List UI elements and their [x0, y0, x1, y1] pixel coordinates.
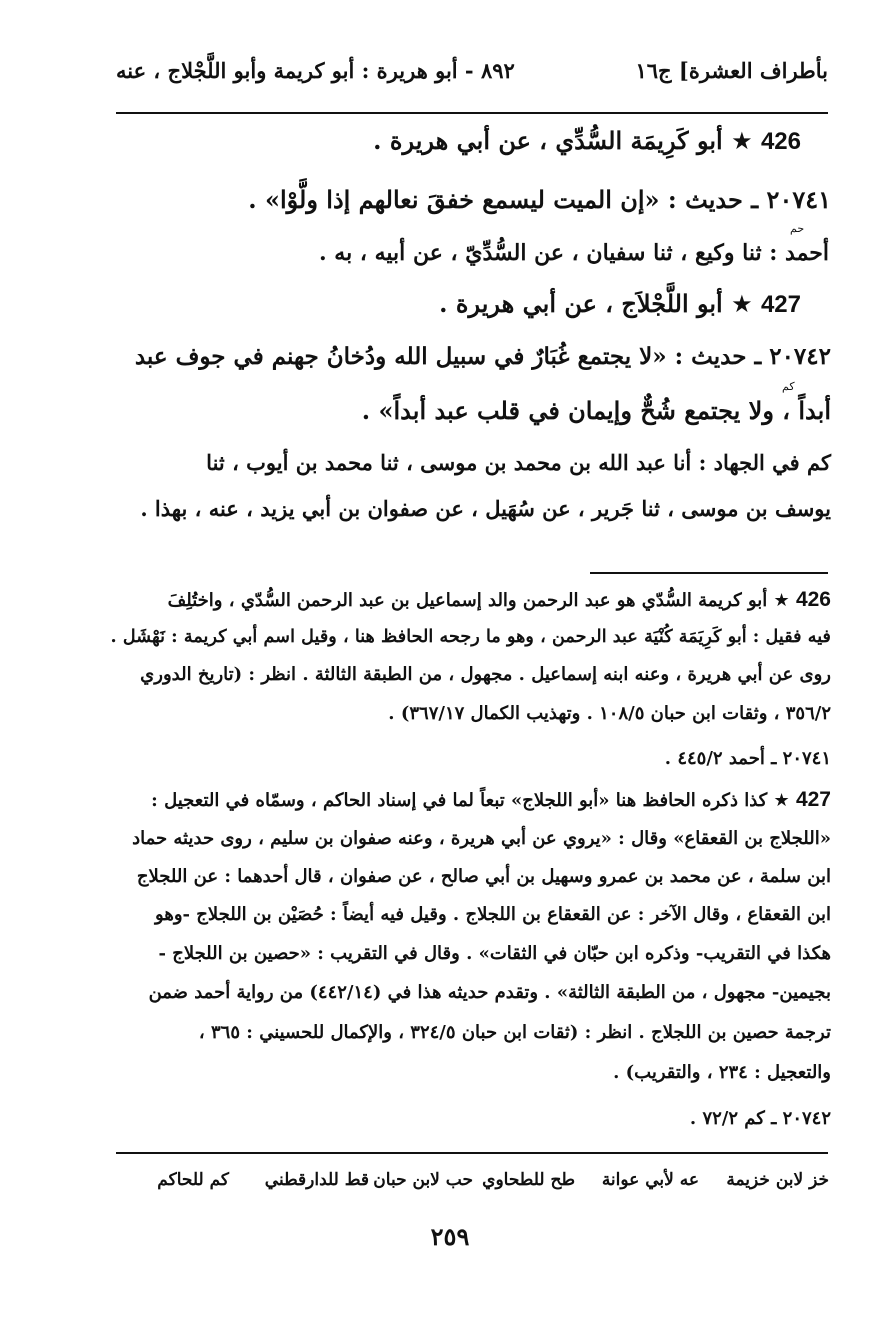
footnote-20742: ٢٠٧٤٢ ـ كم ٧٢/٢ . [689, 1108, 831, 1129]
footnote-427-line5: هكذا في التقريب- وذكره ابن حبّان في الثقات» . وقال في التقريب : «حصين بن اللجلاج - [158, 943, 831, 964]
footnote-427-line8: والتعجيل : ٢٣٤ ، والتقريب) . [613, 1062, 831, 1083]
entry-426-number: 426 [760, 128, 801, 155]
page-number: ٢٥٩ [430, 1222, 470, 1251]
hadith-20742-symbol: كم [782, 380, 795, 393]
abbr-tahawi: طح للطحاوي [482, 1170, 575, 1190]
hadith-20741-chain: أحمد : ثنا وكيع ، ثنا سفيان ، عن السُّدِّيّ ، عن أبيه ، به . [318, 240, 829, 266]
running-header [116, 58, 828, 94]
footnote-426-line3: روى عن أبي هريرة ، وعنه ابنه إسماعيل . مجهول ، من الطبقة الثالثة . انظر : (تاريخ الدوري [140, 664, 831, 685]
hadith-20741-symbol: حم [790, 222, 805, 235]
entry-427-text: أبو اللَّجْلاَج ، عن أبي هريرة . [439, 289, 723, 318]
footnote-427-line3: ابن سلمة ، عن محمد بن عمرو وسهيل بن أبي صالح ، عن صفوان ، قال أحدهما : عن اللجلاج [136, 866, 831, 887]
footnote-427-line1 [151, 788, 831, 812]
hadith-20741: ٢٠٧٤١ ـ حديث : «إن الميت ليسمع خفقَ نعالهم إذا ولَّوْا» . [248, 185, 831, 214]
abbr-ibn-hibban: حب لابن حبان [373, 1170, 473, 1190]
footnote-427-text-1: كذا ذكره الحافظ هنا «أبو اللجلاج» تبعاً لما في إسناد الحاكم ، وسمّاه في التعجيل : [151, 790, 768, 811]
star-icon: ★ [731, 127, 753, 155]
footnote-separator [590, 572, 828, 574]
abbr-ibn-khuzayma: خز لابن خزيمة [726, 1170, 829, 1190]
hadith-20742-chain-line1: كم في الجهاد : أنا عبد الله بن محمد بن موسى ، ثنا محمد بن أيوب ، ثنا [206, 450, 831, 475]
star-icon: ★ [731, 290, 753, 318]
footnote-20741: ٢٠٧٤١ ـ أحمد ٤٤٥/٢ . [664, 748, 831, 769]
star-icon: ★ [773, 590, 790, 611]
footnote-427-number: 427 [795, 788, 831, 811]
hadith-20742-chain-line2: يوسف بن موسى ، ثنا جَرير ، عن سُهَيل ، عن صفوان بن أبي يزيد ، عنه ، بهذا . [140, 496, 831, 521]
footnote-427-line7: ترجمة حصين بن اللجلاج . انظر : (ثقات ابن حبان ٣٢٤/٥ ، والإكمال للحسيني : ٣٦٥ ، [198, 1022, 831, 1043]
abbreviations-rule [116, 1152, 828, 1154]
hadith-20742-line1: ٢٠٧٤٢ ـ حديث : «لا يجتمع غُبَارٌ في سبيل الله ودُخانُ جهنم في جوف عبد [134, 343, 831, 370]
header-chapter-title: ٨٩٢ - أبو هريرة : أبو كريمة وأبو اللَّجْلاج ، عنه [116, 58, 515, 83]
header-volume: بأطراف العشرة] ج١٦ [635, 58, 828, 83]
abbr-daraqutni: قط للدارقطني [264, 1170, 369, 1190]
star-icon: ★ [773, 790, 790, 811]
footnote-426-text-1: أبو كريمة السُّدّي هو عبد الرحمن والد إسماعيل بن عبد الرحمن السُّدّي ، واختُلِفَ [167, 590, 768, 611]
footnote-427-line6: بجيمين- مجهول ، من الطبقة الثالثة» . وتقدم حديثه هذا في (٤٤٢/١٤) من رواية أحمد ضمن [148, 982, 831, 1003]
footnote-427-line4: ابن القعقاع ، وقال الآخر : عن القعقاع بن اللجلاج . وقيل فيه أيضاً : حُصَيْن بن اللجلاج -وهو [155, 904, 831, 925]
abbr-hakim: كم للحاكم [157, 1170, 229, 1190]
abbr-abu-awana: عه لأبي عوانة [601, 1170, 699, 1190]
entry-426-text: أبو كَرِيمَة السُّدِّي ، عن أبي هريرة . [373, 126, 723, 155]
footnote-426-line1 [168, 588, 831, 612]
footnote-426-line4: ٣٥٦/٢ ، وثقات ابن حبان ١٠٨/٥ . وتهذيب الكمال ٣٦٧/١٧) . [388, 703, 831, 724]
entry-426 [373, 126, 801, 156]
entry-427-number: 427 [760, 291, 801, 318]
header-rule [116, 112, 828, 114]
footnote-426-number: 426 [795, 588, 831, 611]
hadith-20742-line2: أبداً ، ولا يجتمع شُحٌّ وإيمان في قلب عبد أبداً» . [361, 396, 831, 425]
entry-427 [439, 289, 801, 319]
footnote-427-line2: «اللجلاج بن القعقاع» وقال : «يروي عن أبي هريرة ، وعنه صفوان بن سليم ، روى حديثه حماد [132, 828, 831, 849]
footnote-426-line2: فيه فقيل : أبو كَرِيَمَة كُنْيَة عبد الرحمن ، وهو ما رجحه الحافظ هنا ، وقيل اسم أبي كريمة : نَهْشَل . [110, 626, 831, 647]
